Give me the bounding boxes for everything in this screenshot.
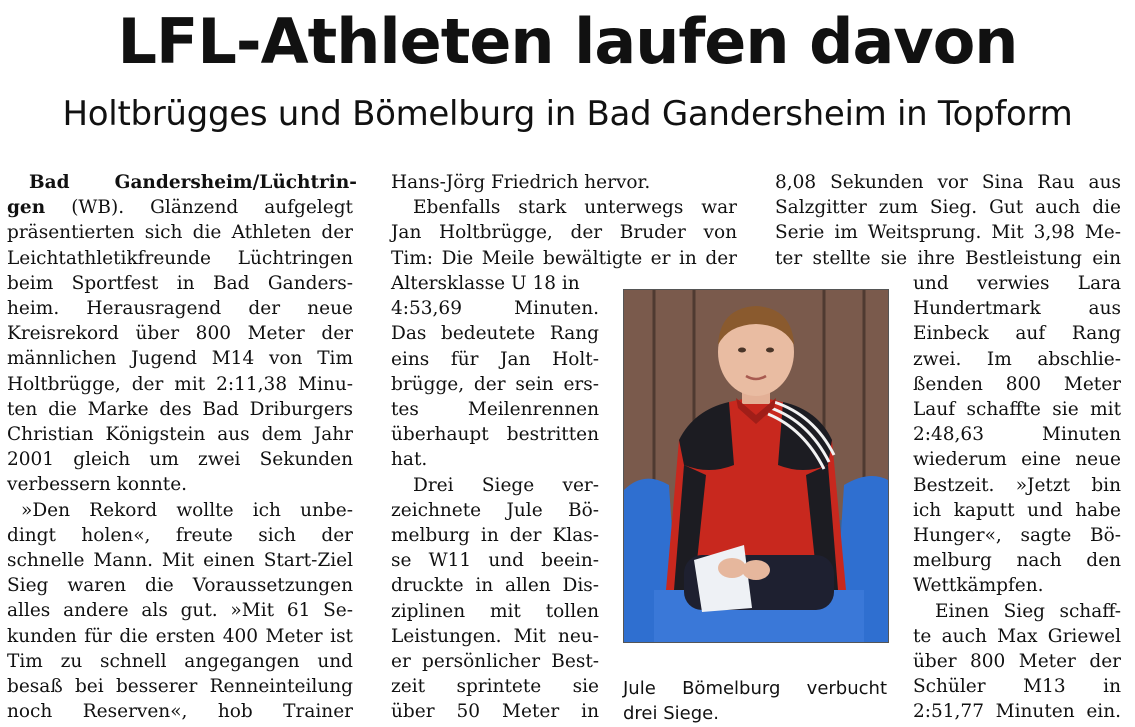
- body-line: melburg in der Klas-: [391, 525, 599, 547]
- body-line: 2001 gleich um zwei Sekunden: [7, 449, 353, 471]
- body-line: ßenden 800 Meter: [913, 373, 1121, 395]
- body-line: tes Meilenrennen: [391, 399, 599, 421]
- body-line: »Den Rekord wollte ich unbe-: [21, 499, 353, 521]
- photo-caption: [623, 676, 887, 726]
- body-line: zwei. Im abschlie-: [913, 348, 1121, 370]
- body-line: alles andere als gut. »Mit 61 Se-: [7, 600, 353, 622]
- body-line: heim. Herausragend der neue: [7, 298, 353, 320]
- body-line: und verwies Lara: [913, 273, 1121, 294]
- body-line: Hundertmark aus: [913, 298, 1121, 320]
- body-line: Sieg waren die Voraussetzungen: [7, 575, 353, 597]
- column-2-narrow: [391, 271, 599, 725]
- body-line: wiederum eine neue: [913, 449, 1121, 471]
- body-line: Drei Siege ver-: [413, 474, 599, 496]
- body-text: (WB). Glänzend aufgelegt: [71, 197, 353, 219]
- headline: LFL-Athleten laufen davon: [117, 5, 1018, 78]
- body-line: Das bedeutete Rang: [391, 323, 599, 345]
- body-line: beim Sportfest in Bad Ganders-: [7, 272, 353, 294]
- body-line: Einbeck auf Rang: [913, 323, 1121, 345]
- body-line: Wettkämpfen.: [913, 575, 1044, 597]
- caption-line: Jule Bömelburg verbucht: [623, 678, 887, 699]
- body-line: [7, 195, 353, 220]
- body-line: Schüler M13 in: [913, 676, 1121, 698]
- body-line: Serie im Weitsprung. Mit 3,98 Me-: [775, 222, 1121, 244]
- body-line: Tim zu schnell angegangen und: [7, 650, 353, 672]
- body-line: Altersklasse U 18 in: [391, 273, 580, 294]
- body-line: 8,08 Sekunden vor Sina Rau aus: [775, 172, 1121, 193]
- body-line: ich kaputt und habe: [913, 499, 1121, 521]
- athlete-photo: [623, 289, 889, 643]
- body-line: 4:53,69 Minuten.: [391, 298, 599, 320]
- caption-line: drei Siege.: [623, 703, 719, 724]
- body-line: Christian Königstein aus dem Jahr: [7, 424, 353, 446]
- body-line: Bestzeit. »Jetzt bin: [913, 474, 1121, 496]
- body-line: Einen Sieg schaff-: [935, 600, 1121, 622]
- body-line: Jan Holtbrügge, der Bruder von: [391, 222, 737, 244]
- body-line: te auch Max Griewel: [913, 625, 1121, 647]
- body-line: Hans-Jörg Friedrich hervor.: [391, 172, 651, 193]
- body-line: Ebenfalls stark unterwegs war: [413, 197, 737, 219]
- body-line: zeit sprintete sie: [391, 676, 599, 698]
- column-3-narrow: [913, 271, 1121, 725]
- body-line: Leichtathletikfreunde Lüchtringen: [7, 247, 353, 269]
- body-line: Hunger«, sagte Bö-: [913, 525, 1121, 547]
- body-line: brügge, der sein ers-: [391, 373, 599, 395]
- body-line: Tim: Die Meile bewältigte er in der: [391, 247, 737, 269]
- body-line: eins für Jan Holt-: [391, 348, 599, 370]
- body-line: Salzgitter zum Sieg. Gut auch die: [775, 197, 1121, 219]
- body-line: hat.: [391, 449, 428, 471]
- body-line: männlichen Jugend M14 von Tim: [7, 348, 353, 370]
- athlete-photo-illustration: [624, 290, 888, 642]
- column-1: [7, 170, 357, 724]
- column-2-top: [391, 170, 737, 271]
- dateline-part-1: Bad Gandersheim/Lüchtrin-: [29, 172, 357, 193]
- body-line: Lauf schaffte sie mit: [913, 399, 1121, 421]
- dateline-part-2: gen: [7, 197, 46, 219]
- body-line: ziplinen mit tollen: [391, 600, 599, 622]
- subheadline: Holtbrügges und Bömelburg in Bad Gandersheim in Topform: [62, 94, 1073, 134]
- body-line: zeichnete Jule Bö-: [391, 499, 599, 521]
- body-line: kunden für die ersten 400 Meter ist: [7, 625, 353, 647]
- body-line: schnelle Mann. Mit einen Start-Ziel: [7, 550, 353, 572]
- body-line: er persönlicher Best-: [391, 651, 599, 673]
- body-line: druckte in allen Dis-: [391, 575, 599, 597]
- body-line: ter stellte sie ihre Bestleistung ein: [775, 247, 1121, 269]
- body-line: besaß bei besserer Renneinteilung: [7, 676, 353, 698]
- body-line: präsentierten sich die Athleten der: [7, 222, 353, 244]
- body-line: Kreisrekord über 800 Meter der: [7, 323, 353, 345]
- body-line: ten die Marke des Bad Driburgers: [7, 398, 353, 420]
- body-line: 2:51,77 Minuten ein.: [913, 701, 1121, 723]
- body-line: dingt holen«, freute sich der: [7, 524, 353, 546]
- body-line: Holtbrügge, der mit 2:11,38 Minu-: [7, 373, 353, 395]
- body-line: [7, 170, 357, 195]
- body-line: noch Reserven«, hob Trainer: [7, 701, 353, 723]
- body-line: se W11 und beein-: [391, 550, 599, 572]
- body-line: über 50 Meter in: [391, 701, 599, 723]
- body-line: über 800 Meter der: [913, 651, 1121, 673]
- body-line: 2:48,63 Minuten: [913, 424, 1121, 446]
- body-line: verbessern konnte.: [7, 474, 188, 496]
- column-3-top: [775, 170, 1121, 271]
- body-line: melburg nach den: [913, 550, 1121, 572]
- body-line: überhaupt bestritten: [391, 424, 599, 446]
- body-line: Leistungen. Mit neu-: [391, 625, 599, 647]
